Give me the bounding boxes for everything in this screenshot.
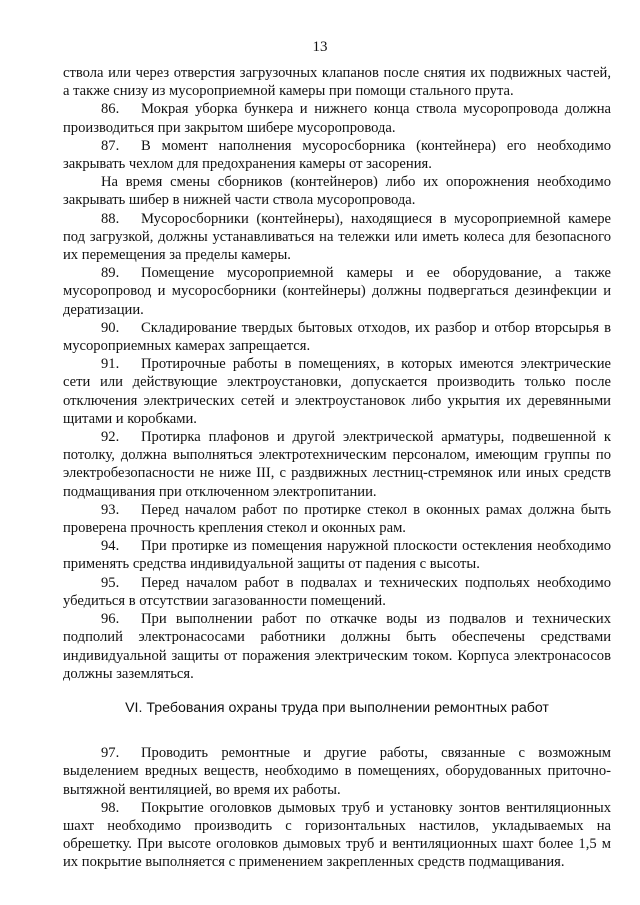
item-number: 88. [101, 210, 120, 227]
item-number: 87. [101, 137, 120, 154]
paragraph-94 [63, 537, 611, 573]
paragraph-95 [63, 574, 611, 610]
item-number: 89. [101, 265, 120, 282]
section-heading: VI. Требования охраны труда при выполнении ремонтных работ [125, 699, 549, 716]
item-number: 86. [101, 101, 120, 118]
item-number: 92. [101, 429, 120, 446]
paragraph-88 [63, 210, 611, 265]
item-text: Проводить ремонтные и другие работы, связанные с возможным выделением вредных веществ, необходимо в помещениях, оборудованных приточно-вытяжной вентиляцией, во время их работы. [63, 745, 611, 798]
item-number: 98. [101, 799, 120, 816]
paragraph-96 [63, 610, 611, 683]
item-text: Складирование твердых бытовых отходов, их разбор и отбор вторсырья в мусороприемных камерах запрещается. [63, 319, 611, 355]
item-number: 91. [101, 356, 120, 373]
paragraph-86 [63, 100, 611, 136]
paragraph-92 [63, 428, 611, 501]
lead-paragraph: ствола или через отверстия загрузочных клапанов после снятия их подвижных частей, а также снизу из мусороприемной камеры при помощи стального прута. [63, 65, 611, 100]
item-number: 93. [101, 501, 120, 518]
paragraph-89 [63, 264, 611, 319]
item-text: Помещение мусороприемной камеры и ее оборудование, а также мусоропровод и мусоросборники (контейнеры) должны подвергаться дезинфекции и дератизации. [63, 265, 611, 318]
item-text: При выполнении работ по откачке воды из подвалов и технических подполий электронасосами работники должны быть обеспечены средствами индивидуальной защиты от поражения электрическим током. Корпуса электронасосов должны заземляться. [63, 611, 611, 682]
item-text: В момент наполнения мусоросборника (контейнера) его необходимо закрывать чехлом для предохранения камеры от засорения. [63, 137, 611, 173]
paragraph-97 [63, 744, 611, 799]
paragraph-87-continuation [63, 173, 611, 209]
item-text: Мусоросборники (контейнеры), находящиеся в мусороприемной камере под загрузкой, должны устанавливаться на тележки или иметь колеса для безопасного их перемещения за пределы камеры. [63, 210, 611, 264]
item-text: Протирочные работы в помещениях, в которых имеются электрические сети или действующие электроустановки, допускается производить только после отключения электрических сетей и электроустановок либо укрытия их деревянными щитами и коробками. [63, 356, 611, 427]
paragraph-98 [63, 799, 611, 872]
item-text: Перед началом работ по протирке стекол в оконных рамах должна быть проверена прочность крепления стекол и оконных рам. [63, 501, 611, 537]
item-text: Перед началом работ в подвалах и технических подпольях необходимо убедиться в отсутствии загазованности помещений. [63, 574, 611, 609]
item-number: 90. [101, 319, 120, 336]
paragraph-91 [63, 355, 611, 428]
item-number: 95. [101, 574, 120, 591]
page-number: 13 [312, 39, 328, 55]
item-text: На время смены сборников (контейнеров) либо их опорожнения необходимо закрывать шибер в нижней части ствола мусоропровода. [63, 174, 611, 209]
paragraph-93 [63, 501, 611, 537]
item-text: Протирка плафонов и другой электрической арматуры, подвешенной к потолку, должна выполняться электротехническим персоналом, имеющим группы по электробезопасности не ниже III, с раздвижных лестниц-стремянок или иных средств подмащивания при отключенном электропитании. [63, 429, 611, 500]
paragraph-90 [63, 319, 611, 355]
item-text: При протирке из помещения наружной плоскости остекления необходимо применять средства индивидуальной защиты от падения с высоты. [63, 538, 611, 573]
item-number: 96. [101, 611, 120, 628]
document-body [63, 64, 611, 872]
item-text: Мокрая уборка бункера и нижнего конца ствола мусоропровода должна производиться при закрытом шибере мусоропровода. [63, 101, 611, 136]
paragraph-87 [63, 137, 611, 173]
item-number: 97. [101, 745, 120, 762]
item-text: Покрытие оголовков дымовых труб и установку зонтов вентиляционных шахт необходимо производить с горизонтальных настилов, укладываемых на обрешетку. При высоте оголовков дымовых труб и вентиляционных шахт более 1,5 м их покрытие выполняется с применением закрепленных средств подмащивания. [63, 799, 611, 871]
item-number: 94. [101, 538, 120, 555]
